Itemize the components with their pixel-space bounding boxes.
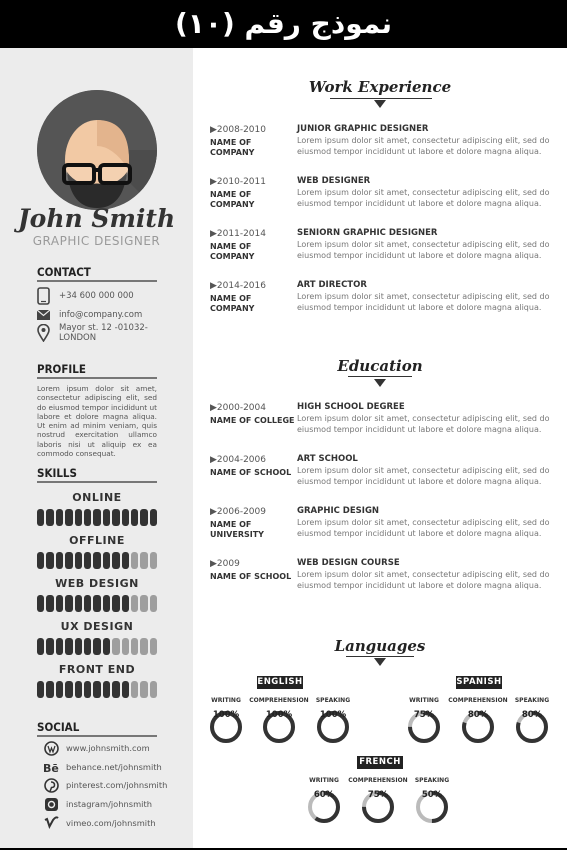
work-heading-arrow [374, 100, 386, 108]
language-skill-value: 75% [367, 790, 389, 800]
skill-bar-segment [112, 552, 119, 569]
skill-bar-segment [56, 638, 63, 655]
language-skill-ring [515, 710, 549, 744]
language-skill-value: 50% [421, 790, 443, 800]
skill-bar-segment [93, 509, 100, 526]
skill-bar [37, 681, 157, 698]
social-link-text: vimeo.com/johnsmith [66, 817, 156, 828]
skill-bar [37, 638, 157, 655]
skill-bar-segment [65, 681, 72, 698]
language-name: SPANISH [456, 677, 502, 687]
language-name: ENGLISH [257, 677, 303, 687]
entry-title: WEB DESIGNER [297, 176, 371, 186]
job-title: GRAPHIC DESIGNER [32, 234, 161, 248]
language-skill-value: 100% [265, 710, 293, 720]
language-skill-label: SPEAKING [514, 697, 550, 704]
skill-bar-segment [150, 552, 157, 569]
language-skill-value: 60% [313, 790, 335, 800]
vimeo-icon [43, 815, 59, 831]
skill-bar-segment [150, 509, 157, 526]
social-link-text: pinterest.com/johnsmith [66, 780, 168, 791]
skill-bar-segment [103, 509, 110, 526]
skill-bar-segment [140, 638, 147, 655]
skill-label: ONLINE [72, 491, 122, 504]
language-skill-label: WRITING [409, 697, 439, 704]
entry-date: ▶2006-2009 [210, 507, 266, 517]
entry-organization: NAME OF COMPANY [210, 294, 255, 313]
language-name: FRENCH [357, 756, 403, 769]
language-skill-label: WRITING [211, 697, 241, 704]
language-skill-ring [262, 710, 296, 744]
entry-date: ▶2011-2014 [210, 229, 266, 239]
skills-heading: SKILLS [37, 466, 157, 483]
skill-bar-segment [150, 681, 157, 698]
language-skill-label: COMPREHENSION [448, 697, 508, 704]
contact-phone [37, 287, 187, 305]
skill-bar-segment [131, 509, 138, 526]
languages-heading-arrow [374, 658, 386, 666]
skill-bar-segment [84, 638, 91, 655]
entry-description: Lorem ipsum dolor sit amet, consectetur adipiscing elit, sed do eiusmod tempor incididunt ut labore et dolore magna aliqua. [297, 466, 550, 486]
entry-organization: NAME OF SCHOOL [210, 572, 292, 581]
avatar-illustration [37, 90, 157, 210]
svg-text:Bē: Bē [43, 761, 59, 773]
entry-title: SENIORN GRAPHIC DESIGNER [297, 228, 438, 238]
skill-bar-segment [65, 638, 72, 655]
skill-bar-segment [131, 552, 138, 569]
skill-bar-segment [37, 638, 44, 655]
entry-title: GRAPHIC DESIGN [297, 506, 380, 516]
skill-bar [37, 552, 157, 569]
skill-bar-segment [56, 509, 63, 526]
location-pin-icon [37, 324, 50, 342]
social-link-text: instagram/johnsmith [66, 799, 152, 810]
skill-bar-segment [140, 681, 147, 698]
email-icon [37, 310, 50, 320]
social-heading: SOCIAL [37, 720, 157, 737]
skill-bar-segment [122, 681, 129, 698]
phone-icon [37, 287, 50, 305]
skill-bar-segment [150, 638, 157, 655]
skill-bar-segment [65, 552, 72, 569]
entry-organization: NAME OF UNIVERSITY [210, 520, 264, 539]
skill-bar-segment [93, 681, 100, 698]
entry-description: Lorem ipsum dolor sit amet, consectetur adipiscing elit, sed do eiusmod tempor incididunt ut labore et dolore magna aliqua. [297, 188, 550, 208]
skill-bar-segment [84, 509, 91, 526]
entry-organization: NAME OF SCHOOL [210, 468, 292, 477]
language-skill-label: SPEAKING [315, 697, 351, 704]
entry-date: ▶2014-2016 [210, 281, 266, 291]
skill-bar-segment [37, 595, 44, 612]
skill-bar-segment [75, 509, 82, 526]
skill-bar-segment [112, 681, 119, 698]
entry-title: HIGH SCHOOL DEGREE [297, 402, 405, 412]
skill-bar-segment [93, 595, 100, 612]
skill-bar-segment [140, 595, 147, 612]
entry-organization: NAME OF COLLEGE [210, 416, 295, 425]
entry-description: Lorem ipsum dolor sit amet, consectetur adipiscing elit, sed do eiusmod tempor incididunt ut labore et dolore magna aliqua. [297, 136, 550, 156]
skill-bar-segment [84, 681, 91, 698]
language-skill-ring [361, 790, 395, 824]
skill-bar [37, 509, 157, 526]
entry-date: ▶2010-2011 [210, 177, 266, 187]
instagram-icon [43, 796, 59, 812]
work-heading-underline [330, 98, 432, 99]
entry-title: JUNIOR GRAPHIC DESIGNER [297, 124, 429, 134]
contact-heading: CONTACT [37, 265, 157, 282]
skill-bar-segment [75, 552, 82, 569]
contact-email [37, 308, 187, 322]
skill-bar-segment [46, 509, 53, 526]
language-skill-label: COMPREHENSION [249, 697, 309, 704]
social-link-text: www.johnsmith.com [66, 743, 150, 753]
skill-bar-segment [131, 595, 138, 612]
skill-label: FRONT END [58, 663, 136, 676]
skill-bar-segment [46, 681, 53, 698]
skill-bar-segment [122, 638, 129, 655]
skill-bar-segment [112, 638, 119, 655]
language-skill-value: 75% [413, 710, 435, 720]
skill-bar-segment [131, 681, 138, 698]
skill-bar-segment [93, 638, 100, 655]
address-text: Mayor st. 12 -01032- LONDON [59, 323, 148, 343]
language-skill-ring [415, 790, 449, 824]
social-link[interactable] [43, 759, 193, 775]
skill-bar-segment [56, 681, 63, 698]
skill-bar-segment [103, 552, 110, 569]
language-skill-ring [316, 710, 350, 744]
education-heading-arrow [374, 379, 386, 387]
language-skill-value: 100% [212, 710, 240, 720]
contact-address [37, 324, 187, 342]
language-skill-label: COMPREHENSION [348, 777, 408, 784]
social-link[interactable] [43, 796, 193, 812]
person-name: John Smith [17, 204, 176, 233]
entry-organization: NAME OF COMPANY [210, 190, 255, 209]
skill-bar-segment [122, 552, 129, 569]
entry-date: ▶2008-2010 [210, 125, 266, 135]
skill-bar-segment [46, 595, 53, 612]
social-link-text: behance.net/johnsmith [66, 761, 162, 772]
skill-bar-segment [112, 509, 119, 526]
skill-bar-segment [65, 509, 72, 526]
skill-bar-segment [140, 552, 147, 569]
email-text: info@company.com [59, 310, 143, 320]
language-skill-ring [209, 710, 243, 744]
entry-date: ▶2000-2004 [210, 403, 266, 413]
entry-organization: NAME OF COMPANY [210, 242, 255, 261]
language-skill-ring [407, 710, 441, 744]
work-experience-heading: Work Experience [308, 78, 452, 96]
skill-bar-segment [103, 595, 110, 612]
entry-description: Lorem ipsum dolor sit amet, consectetur adipiscing elit, sed do eiusmod tempor incididunt ut labore et dolore magna aliqua. [297, 292, 550, 312]
sidebar [0, 48, 193, 848]
entry-title: ART DIRECTOR [297, 280, 367, 290]
skill-bar-segment [131, 638, 138, 655]
languages-heading-underline [346, 656, 414, 657]
skill-bar-segment [140, 509, 147, 526]
skill-bar-segment [46, 638, 53, 655]
language-skill-value: 80% [521, 710, 543, 720]
avatar [37, 90, 157, 210]
skill-bar-segment [93, 552, 100, 569]
language-skill-label: SPEAKING [414, 777, 450, 784]
skill-bar-segment [122, 595, 129, 612]
entry-title: WEB DESIGN COURSE [297, 558, 400, 568]
skill-label: WEB DESIGN [55, 577, 139, 590]
profile-text: Lorem ipsum dolor sit amet, consectetur adipiscing elit, sed do eiusmod tempor incididunt ut labore et dolore magna aliqua. Ut enim ad minim veniam, quis nostrud exercitation ullamco laboris nisi ut aliquip ex ea commodo consequat. [37, 384, 157, 459]
skill-bar-segment [84, 595, 91, 612]
language-skill-value: 80% [467, 710, 489, 720]
profile-heading: PROFILE [37, 362, 157, 379]
entry-description: Lorem ipsum dolor sit amet, consectetur adipiscing elit, sed do eiusmod tempor incididunt ut labore et dolore magna aliqua. [297, 414, 550, 434]
entry-description: Lorem ipsum dolor sit amet, consectetur adipiscing elit, sed do eiusmod tempor incididunt ut labore et dolore magna aliqua. [297, 518, 550, 538]
skill-bar-segment [75, 681, 82, 698]
education-heading: Education [337, 357, 423, 375]
resume-page [0, 48, 567, 848]
entry-title: ART SCHOOL [297, 454, 358, 464]
page-banner-title: نموذج رقم (١٠) [0, 0, 567, 48]
skill-bar-segment [103, 681, 110, 698]
skill-bar-segment [65, 595, 72, 612]
skill-bar-segment [56, 595, 63, 612]
entry-organization: NAME OF COMPANY [210, 138, 255, 157]
language-skill-ring [307, 790, 341, 824]
skill-bar-segment [46, 552, 53, 569]
skill-label: UX DESIGN [60, 620, 134, 633]
language-skill-ring [461, 710, 495, 744]
pinterest-icon [43, 777, 59, 793]
skill-bar-segment [37, 509, 44, 526]
skill-bar-segment [37, 681, 44, 698]
entry-description: Lorem ipsum dolor sit amet, consectetur adipiscing elit, sed do eiusmod tempor incididunt ut labore et dolore magna aliqua. [297, 570, 550, 590]
education-heading-underline [348, 376, 412, 377]
language-skill-label: WRITING [309, 777, 339, 784]
social-link[interactable] [43, 777, 193, 793]
skill-bar-segment [84, 552, 91, 569]
skill-bar-segment [56, 552, 63, 569]
language-skill-value: 100% [319, 710, 347, 720]
languages-heading: Languages [334, 637, 426, 655]
skill-bar-segment [75, 595, 82, 612]
skill-bar-segment [150, 595, 157, 612]
skill-bar [37, 595, 157, 612]
social-link[interactable] [43, 740, 193, 756]
skill-bar-segment [112, 595, 119, 612]
skill-label: OFFLINE [69, 534, 125, 547]
phone-text: +34 600 000 000 [59, 291, 134, 301]
entry-description: Lorem ipsum dolor sit amet, consectetur adipiscing elit, sed do eiusmod tempor incididunt ut labore et dolore magna aliqua. [297, 240, 550, 260]
skill-bar-segment [37, 552, 44, 569]
behance-icon [43, 759, 59, 775]
entry-date: ▶2004-2006 [210, 455, 266, 465]
social-link[interactable] [43, 815, 193, 831]
skill-bar-segment [122, 509, 129, 526]
skill-bar-segment [75, 638, 82, 655]
entry-date: ▶2009 [210, 559, 240, 569]
wordpress-icon [43, 740, 59, 756]
skill-bar-segment [103, 638, 110, 655]
